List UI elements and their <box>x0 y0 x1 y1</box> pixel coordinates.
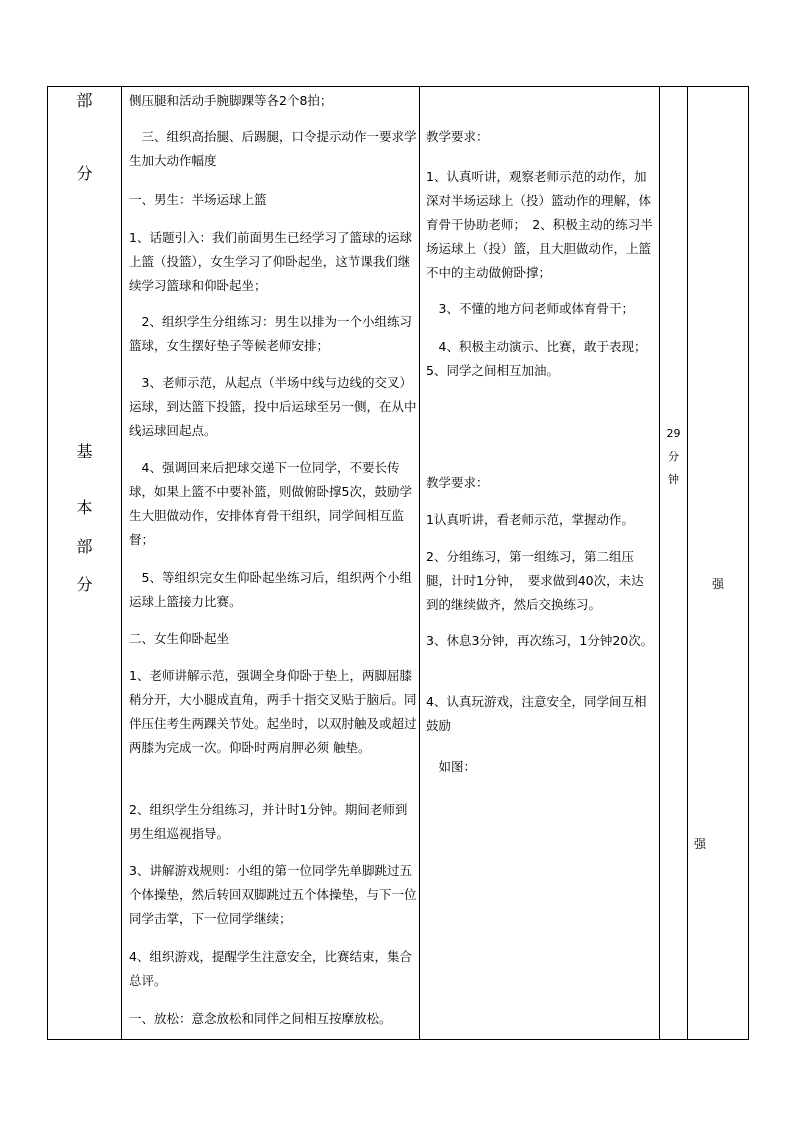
section-char: 部 <box>76 91 93 110</box>
content-paragraph: 1、老师讲解示范，强调全身仰卧于垫上，两脚屈膝稍分开，大小腿成直角，两手十指交叉贴于脑后。同伴压住考生两踝关节处。起坐时，以双肘触及或超过两膝为完成一次。仰卧时两肩胛必须 触垫。 <box>129 668 417 755</box>
content-paragraph: 4、强调回来后把球交递下一位同学，不要长传球，如果上篮不中要补篮，则做俯卧撑5次，鼓励学生大胆做动作，安排体育骨干组织，同学间相互监督； <box>129 460 412 547</box>
time-unit-char: 钟 <box>668 473 679 486</box>
content-paragraph: 一、男生：半场运球上篮 <box>129 192 267 207</box>
content-paragraph: 2、组织学生分组练习：男生以排为一个小组练习篮球，女生摆好垫子等候老师安排； <box>129 314 412 353</box>
section-column <box>48 87 121 1039</box>
content-paragraph: 二、女生仰卧起坐 <box>129 631 230 646</box>
intensity-lower: 强 <box>694 837 707 851</box>
requirement-paragraph: 教学要求： <box>426 475 489 490</box>
requirement-paragraph: 4、认真玩游戏，注意安全，同学间互相鼓励 <box>426 694 647 733</box>
content-paragraph: 一、放松：意念放松和同伴之间相互按摩放松。 <box>129 1011 392 1026</box>
time-column <box>660 87 687 1039</box>
content-column <box>122 87 419 1039</box>
content-paragraph: 3、老师示范，从起点（半场中线与边线的交叉）运球，到达篮下投篮，投中后运球至另一侧，在从中线运球回起点。 <box>129 375 417 438</box>
column-divider <box>419 87 420 1039</box>
section-char: 分 <box>76 575 93 594</box>
content-paragraph: 4、组织游戏，提醒学生注意安全，比赛结束，集合总评。 <box>129 949 412 988</box>
section-char: 本 <box>76 498 93 517</box>
requirement-paragraph: 3、不懂的地方问老师或体育骨干； <box>426 301 634 316</box>
content-paragraph: 侧压腿和活动手腕脚踝等各2个8拍； <box>129 93 333 108</box>
requirement-paragraph: 3、休息3分钟，再次练习，1分钟20次。 <box>426 633 654 648</box>
intensity-column <box>688 87 748 1039</box>
section-char: 部 <box>76 537 93 556</box>
content-paragraph: 1、话题引入：我们前面男生已经学习了篮球的运球上篮（投篮），女生学习了仰卧起坐，这节课我们继续学习篮球和仰卧起坐； <box>129 230 412 293</box>
content-paragraph: 2、组织学生分组练习，并计时1分钟。期间老师到男生组巡视指导。 <box>129 802 408 841</box>
requirement-paragraph: 1、认真听讲，观察老师示范的动作，加深对半场运球上（投）篮动作的理解，体育骨干协助老师； 2、积极主动的练习半场运球上（投）篮，且大胆做动作，上篮不中的主动做俯卧撑； <box>426 169 653 280</box>
content-paragraph: 5、等组织完女生仰卧起坐练习后，组织两个小组运球上篮接力比赛。 <box>129 570 412 609</box>
requirements-column <box>421 87 658 1039</box>
lesson-plan-table <box>47 86 749 1040</box>
time-value: 29 <box>666 427 681 440</box>
intensity-upper: 强 <box>712 577 725 591</box>
content-paragraph: 3、讲解游戏规则：小组的第一位同学先单脚跳过五个体操垫，然后转回双脚跳过五个体操垫，与下一位同学击掌，下一位同学继续； <box>129 863 417 926</box>
requirement-paragraph: 4、积极主动演示、比赛，敢于表现；5、同学之间相互加油。 <box>426 339 647 378</box>
time-unit-char: 分 <box>668 450 679 463</box>
requirement-paragraph: 教学要求： <box>426 129 489 144</box>
section-char: 分 <box>76 164 93 183</box>
requirement-paragraph: 如图： <box>426 759 477 774</box>
content-paragraph: 三、组织高抬腿、后踢腿，口令提示动作一要求学生加大动作幅度 <box>129 129 417 168</box>
requirement-paragraph: 2、分组练习，第一组练习，第二组压腿，计时1分钟， 要求做到40次，未达到的继续做齐，然后交换练习。 <box>426 549 644 612</box>
requirement-paragraph: 1认真听讲，看老师示范，掌握动作。 <box>426 512 634 527</box>
section-char: 基 <box>76 442 93 461</box>
